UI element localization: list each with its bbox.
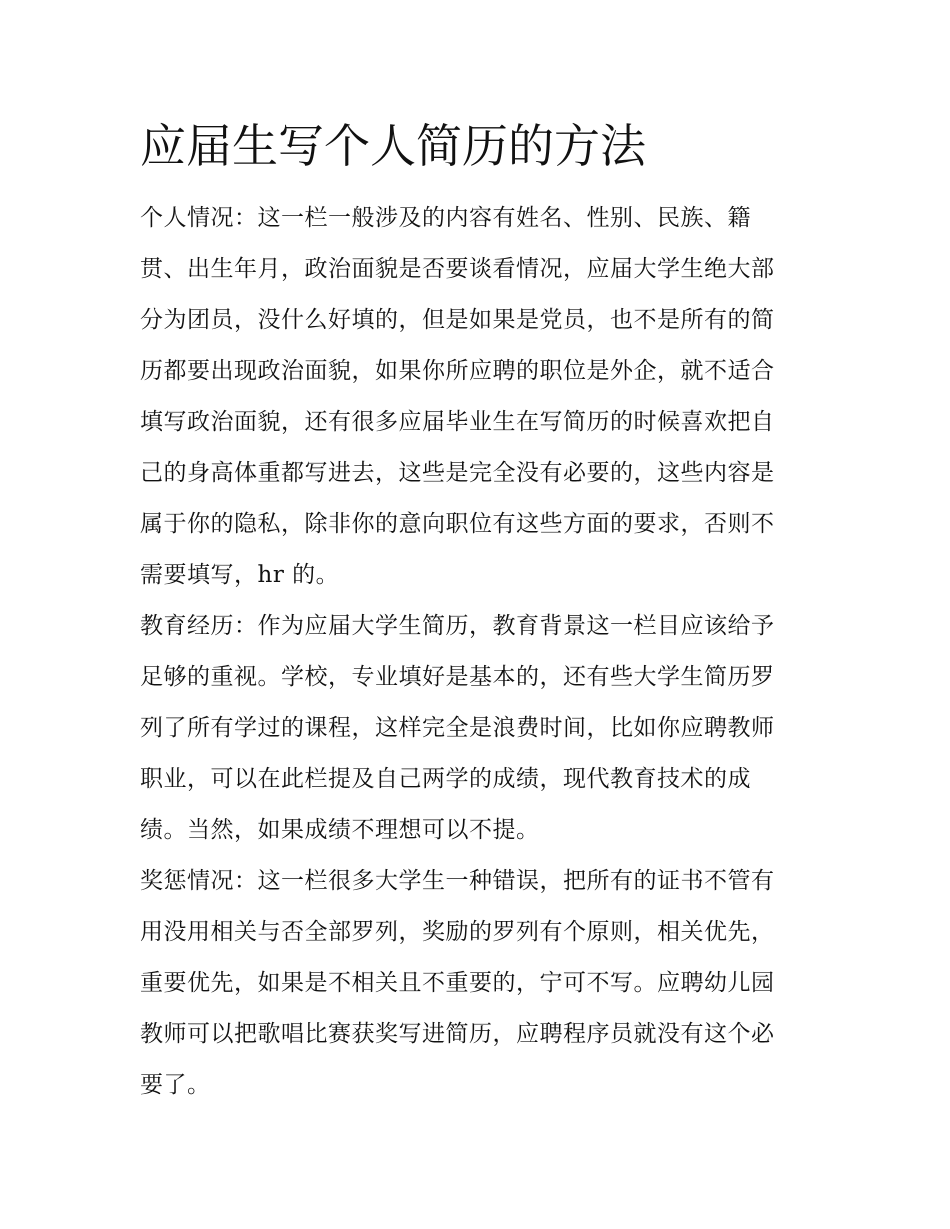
text-line: 教育经历：作为应届大学生简历，教育背景这一栏目应该给予	[140, 613, 775, 639]
text-line: 列了所有学过的课程，这样完全是浪费时间，比如你应聘教师	[140, 715, 775, 741]
paragraph-personal-info	[140, 193, 820, 601]
text-line: 职业，可以在此栏提及自己两学的成绩，现代教育技术的成	[140, 766, 751, 792]
text-line: 奖惩情况：这一栏很多大学生一种错误，把所有的证书不管有	[140, 868, 775, 894]
text-line: 属于你的隐私，除非你的意向职位有这些方面的要求，否则不	[140, 511, 775, 537]
text-line: 己的身高体重都写进去，这些是完全没有必要的，这些内容是	[140, 460, 775, 486]
paragraph-education	[140, 601, 820, 856]
text-line: 分为团员，没什么好填的，但是如果是党员，也不是所有的简	[140, 307, 775, 333]
page-title: 应届生写个人简历的方法	[140, 119, 646, 173]
text-line: 重要优先，如果是不相关且不重要的，宁可不写。应聘幼儿园	[140, 970, 775, 996]
text-line: 教师可以把歌唱比赛获奖写进简历，应聘程序员就没有这个必	[140, 1021, 775, 1047]
text-line: 需要填写，hr 的。	[140, 562, 340, 588]
text-line: 要了。	[140, 1072, 211, 1098]
text-line: 填写政治面貌，还有很多应届毕业生在写简历的时候喜欢把自	[140, 409, 775, 435]
text-line: 足够的重视。学校，专业填好是基本的，还有些大学生简历罗	[140, 664, 775, 690]
text-line: 绩。当然，如果成绩不理想可以不提。	[140, 817, 540, 843]
document-content	[140, 114, 820, 1111]
text-line: 贯、出生年月，政治面貌是否要谈看情况，应届大学生绝大部	[140, 256, 775, 282]
text-line: 个人情况：这一栏一般涉及的内容有姓名、性别、民族、籍	[140, 205, 751, 231]
paragraph-awards	[140, 856, 820, 1111]
text-line: 用没用相关与否全部罗列，奖励的罗列有个原则，相关优先，	[140, 919, 775, 945]
text-line: 历都要出现政治面貌，如果你所应聘的职位是外企，就不适合	[140, 358, 775, 384]
